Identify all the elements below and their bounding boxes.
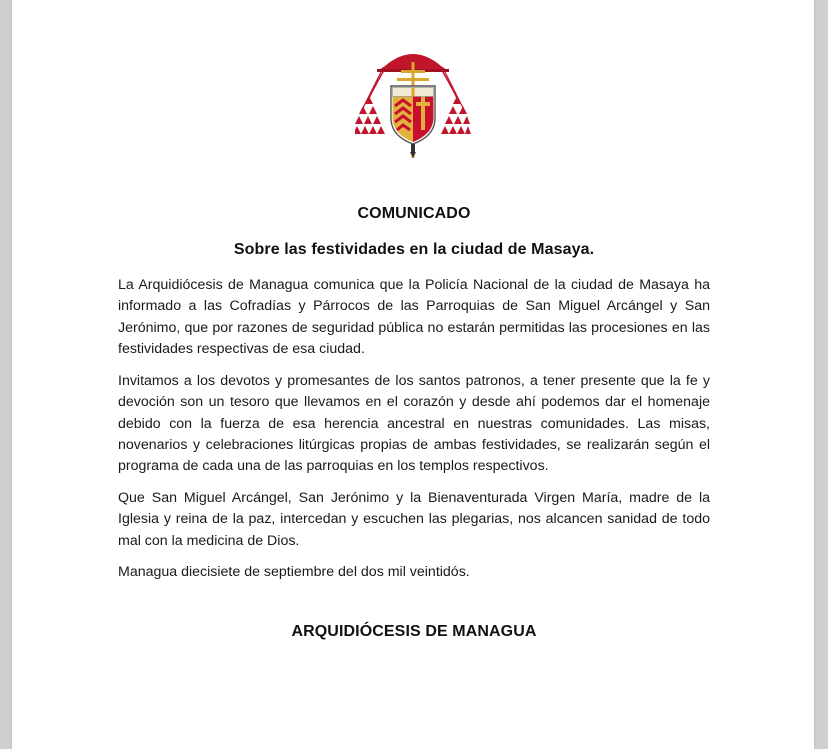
document-subtitle: Sobre las festividades en la ciudad de Masaya.	[233, 241, 595, 258]
paragraph-1: La Arquidiócesis de Managua comunica que la Policía Nacional de la ciudad de Masaya ha informado a las Cofradías y Párrocos de las Parroquias de San Miguel Arcángel y San Jerónimo, que por razones de seguridad pública no estarán permitidas las procesiones en las festividades respectivas de esa ciudad.	[118, 277, 710, 357]
signature: ARQUIDIÓCESIS DE MANAGUA	[291, 623, 537, 640]
coat-of-arms-icon	[355, 36, 471, 160]
paragraph-3: Que San Miguel Arcángel, San Jerónimo y la Bienaventurada Virgen María, madre de la Iglesia y reina de la paz, intercedan y escuchen las plegarias, nos alcancen sanidad de todo mal con la medicina de Dios.	[118, 490, 710, 549]
document-title: COMUNICADO	[357, 205, 471, 222]
paragraph-2: Invitamos a los devotos y promesantes de los santos patronos, a tener presente que la fe y devoción son un tesoro que llevamos en el corazón y desde ahí podemos dar el homenaje debido con la fuerza de esa herencia ancestral en nuestras comunidades. Las misas, novenarios y celebraciones litúrgicas propias de ambas festividades, se realizarán según el programa de cada una de las parroquias en los templos respectivos.	[118, 373, 710, 475]
date-line: Managua diecisiete de septiembre del dos mil veintidós.	[118, 564, 470, 580]
